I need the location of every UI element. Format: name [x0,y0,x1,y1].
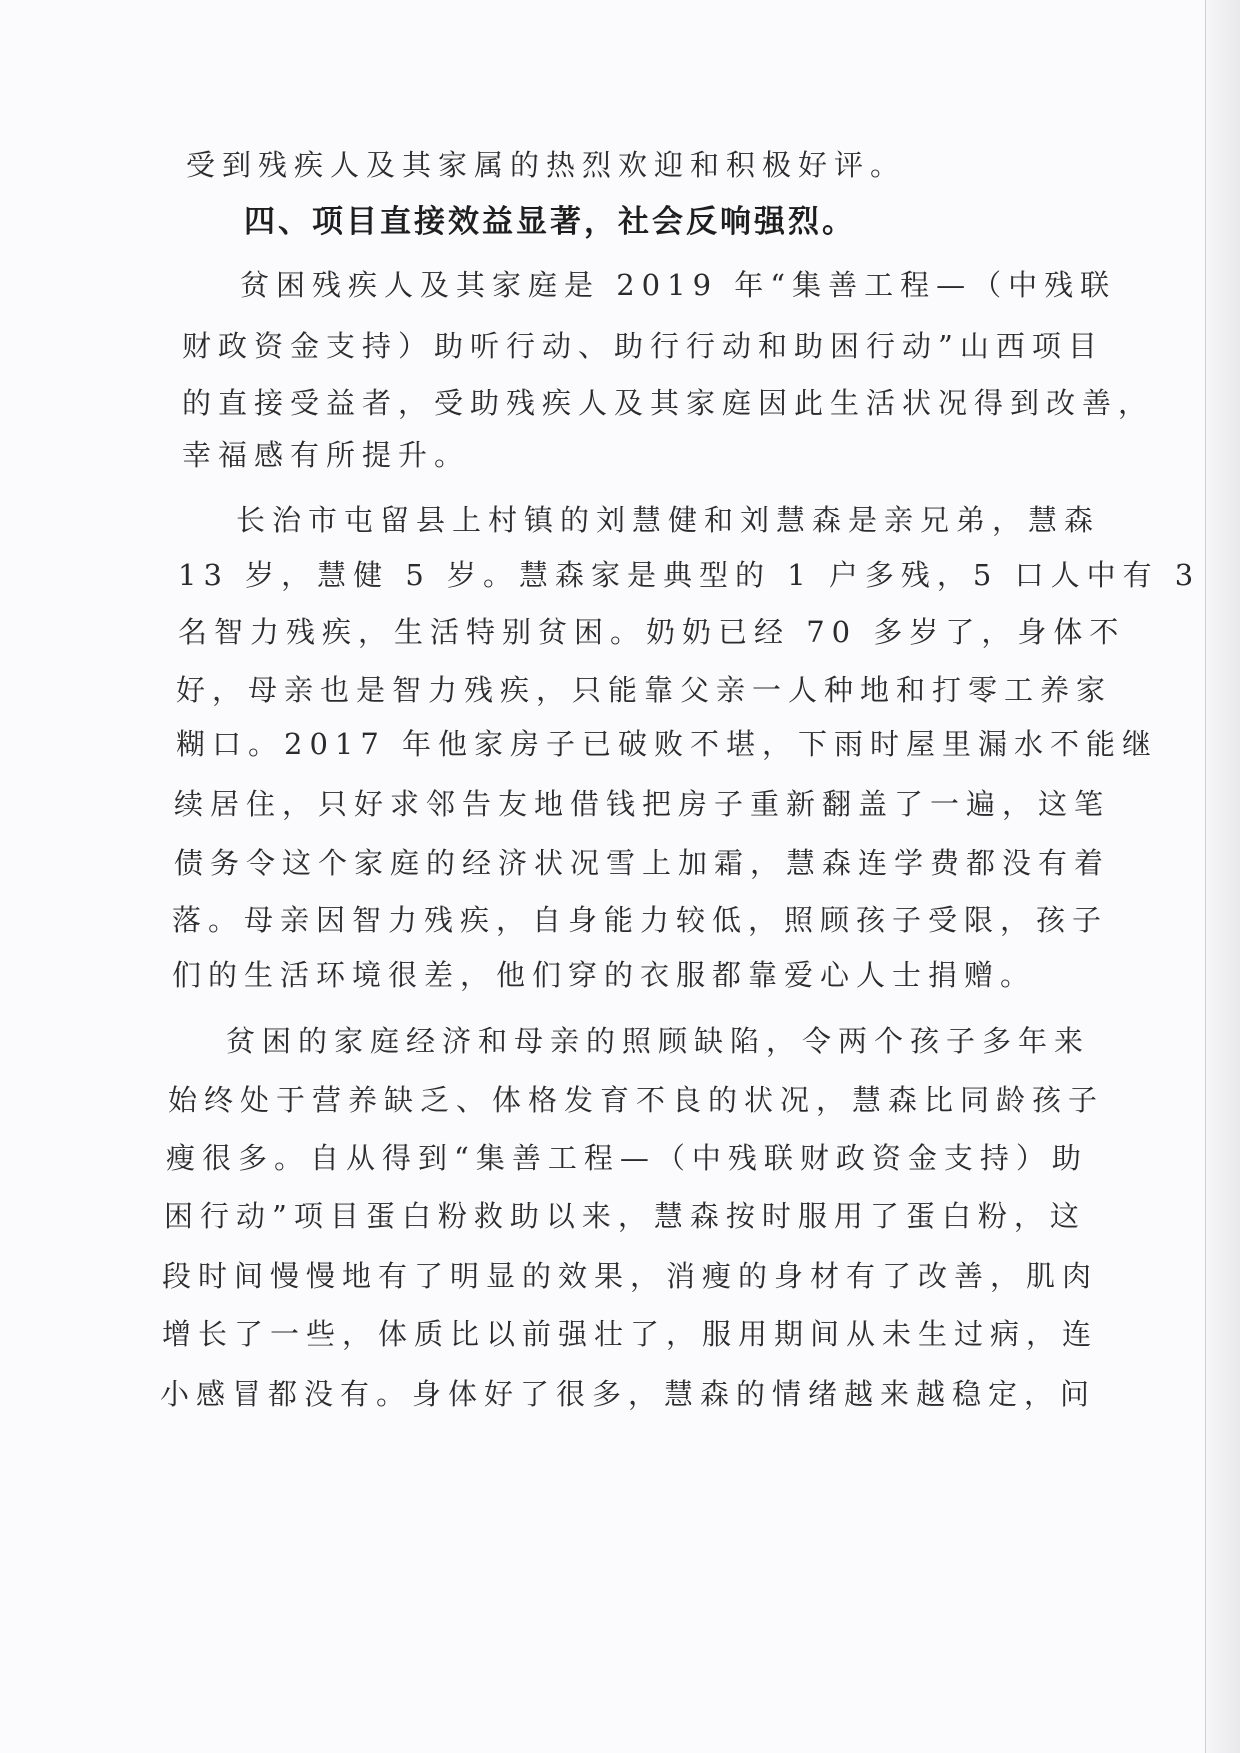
section-heading: 四、项目直接效益显著，社会反响强烈。 [244,204,856,240]
text-line-21: 增长了一些，体质比以前强壮了，服用期间从未生过病，连 [162,1317,1099,1351]
text-line-14: 落。母亲因智力残疾，自身能力较低，照顾孩子受限，孩子 [172,903,1109,937]
text-line-4: 财政资金支持）助听行动、助行行动和助困行动”山西项目 [182,329,1104,363]
text-line-10: 好，母亲也是智力残疾，只能靠父亲一人种地和打零工养家 [176,673,1113,707]
text-line-3: 贫困残疾人及其家庭是 2019 年“集善工程—（中残联 [240,268,1117,302]
text-line-11: 糊口。2017 年他家房子已破败不堪，下雨时屋里漏水不能继 [176,727,1159,761]
text-line-1: 受到残疾人及其家属的热烈欢迎和积极好评。 [186,148,907,182]
text-line-15: 们的生活环境很差，他们穿的衣服都靠爱心人士捐赠。 [172,958,1037,992]
text-line-9: 名智力残疾，生活特别贫困。奶奶已经 70 多岁了，身体不 [178,615,1126,649]
text-line-18: 瘦很多。自从得到“集善工程—（中残联财政资金支持）助 [166,1141,1088,1175]
text-line-13: 债务令这个家庭的经济状况雪上加霜，慧森连学费都没有着 [174,846,1111,880]
text-line-6: 幸福感有所提升。 [182,438,471,472]
page-edge-shadow [1205,0,1240,1753]
text-line-5: 的直接受益者，受助残疾人及其家庭因此生活状况得到改善， [182,386,1155,420]
text-line-17: 始终处于营养缺乏、体格发育不良的状况，慧森比同龄孩子 [168,1083,1105,1117]
text-line-8: 13 岁，慧健 5 岁。慧森家是典型的 1 户多残，5 口人中有 3 [178,558,1201,592]
text-line-22: 小感冒都没有。身体好了很多，慧森的情绪越来越稳定，问 [160,1377,1097,1411]
text-line-12: 续居住，只好求邻告友地借钱把房子重新翻盖了一遍，这笔 [174,787,1111,821]
text-line-16: 贫困的家庭经济和母亲的照顾缺陷，令两个孩子多年来 [226,1024,1091,1058]
text-line-7: 长治市屯留县上村镇的刘慧健和刘慧森是亲兄弟，慧森 [236,503,1101,537]
text-line-19: 困行动”项目蛋白粉救助以来，慧森按时服用了蛋白粉，这 [164,1199,1086,1233]
text-line-20: 段时间慢慢地有了明显的效果，消瘦的身材有了改善，肌肉 [162,1259,1099,1293]
